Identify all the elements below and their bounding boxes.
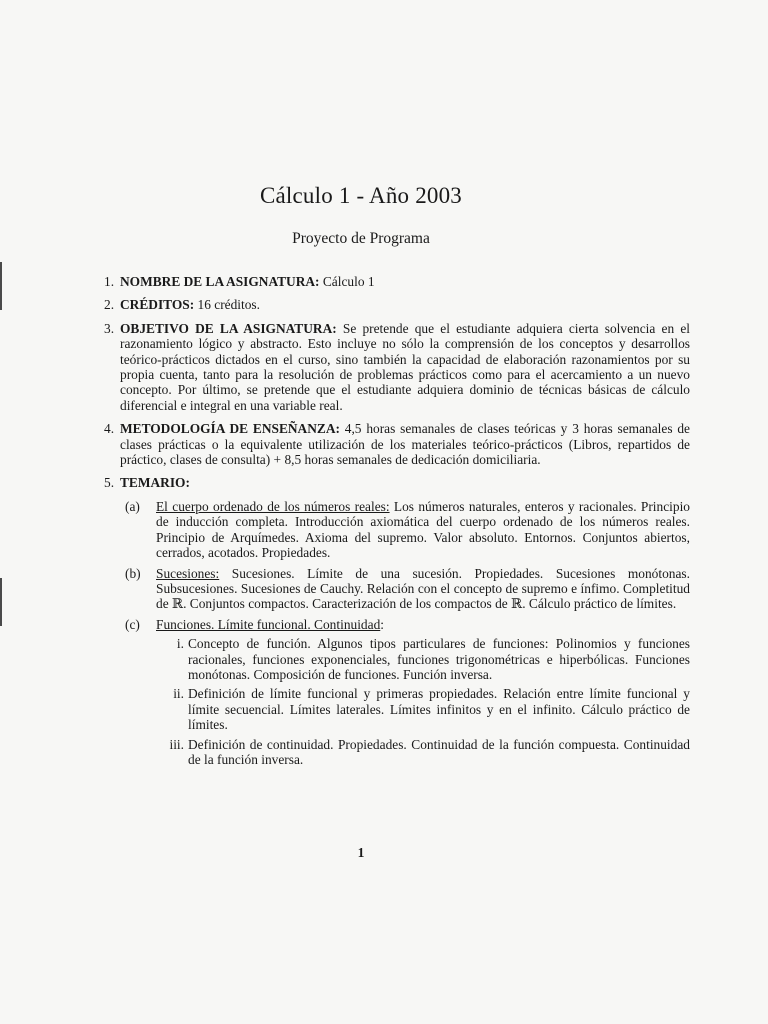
section-objetivo [104,321,690,413]
roman-text: Definición de límite funcional y primeras propiedades. Relación entre límite funcional y límite secuencial. Límites laterales. Límites infinitos y en el infinito. Cálculo práctico de límites. [188,686,690,733]
temario-text: : [380,616,384,632]
document-title: Cálculo 1 - Año 2003 [259,183,463,208]
section-number: 4. [104,421,115,437]
roman-text: Definición de continuidad. Propiedades. Continuidad de la función compuesta. Continuidad de la función inversa. [188,736,690,767]
temario-list [120,499,690,768]
temario-item-b [120,566,690,612]
temario-item-c [120,617,690,768]
document-subtitle: Proyecto de Programa [292,230,430,247]
section-title: NOMBRE DE LA ASIGNATURA: [120,274,320,289]
section-title: OBJETIVO DE LA ASIGNATURA: [120,320,337,336]
temario-letter: (a) [125,498,140,514]
temario-text: Los números naturales, enteros y racionales. Principio de inducción completa. Introducción axiomática del cuerpo ordenado de los números reales. Principio de Arquímedes. Axioma del supremo. Valor absoluto. Entornos. Conjuntos abiertos, cerrados, acotados. Propiedades. [156,498,690,561]
section-metodologia [104,421,690,467]
section-text: Se pretende que el estudiante adquiera cierta solvencia en el razonamiento lógico y abstracto. Esto incluye no sólo la comprensión de los conceptos y desarrollos teórico-prácticos dictados en el curso, sino también la capacidad de elaboración razonamientos por su propia cuenta, tanto para la resolución de problemas prácticos como para el acercamiento a un nuevo concepto. Por último, se pretende que el estudiante adquiera dominio de técnicas básicas de cálculo diferencial e integral en una variable real. [120,320,690,413]
section-text: 4,5 horas semanales de clases teóricas y 3 horas semanales de clases prácticas o la equivalente utilización de los materiales teórico-prácticos (Libros, repartidos de práctico, clases de consulta) + 8,5 horas semanales de dedicación domiciliaria. [120,421,690,468]
roman-number: i. [176,636,184,652]
temario-title: Sucesiones: [156,565,220,581]
temario-c-item [156,636,690,682]
temario-c-item [156,737,690,768]
section-creditos [104,297,690,312]
document-body [104,274,690,775]
roman-text: Concepto de función. Algunos tipos particulares de funciones: Polinomios y funciones racionales, funciones exponenciales, funciones trigonométricas e hiperbólicas. Funciones monótonas. Composición de funciones. Función inversa. [188,636,690,682]
roman-number: ii. [173,686,184,702]
scan-edge-mark-bottom [0,578,2,626]
section-number: 1. [104,274,115,289]
temario-item-a [120,499,690,561]
temario-title: Funciones. Límite funcional. Continuidad [156,616,381,632]
scan-edge-mark-top [0,262,2,310]
section-title: TEMARIO: [120,475,190,491]
temario-text: Sucesiones. Límite de una sucesión. Propiedades. Sucesiones monótonas. Subsucesiones. Sucesiones de Cauchy. Relación con el concepto de supremo e ínfimo. Completitud de ℝ. Conjuntos compactos. Caracterización de los compactos de ℝ. Cálculo práctico de límites. [156,565,690,612]
section-text: 16 créditos. [194,297,260,313]
temario-c-sublist [156,636,690,767]
section-title: CRÉDITOS: [120,297,195,313]
section-title: METODOLOGÍA DE ENSEÑANZA: [120,421,340,437]
roman-number: iii. [169,736,184,752]
section-number: 5. [104,475,115,491]
section-nombre [104,274,690,289]
temario-letter: (c) [125,616,140,632]
temario-title: El cuerpo ordenado de los números reales: [156,498,390,514]
section-number: 2. [104,297,115,313]
temario-letter: (b) [125,565,141,581]
section-text: Cálculo 1 [319,274,375,289]
section-temario [104,475,690,767]
temario-c-item [156,686,690,732]
section-number: 3. [104,320,115,336]
page-number: 1 [357,845,365,860]
